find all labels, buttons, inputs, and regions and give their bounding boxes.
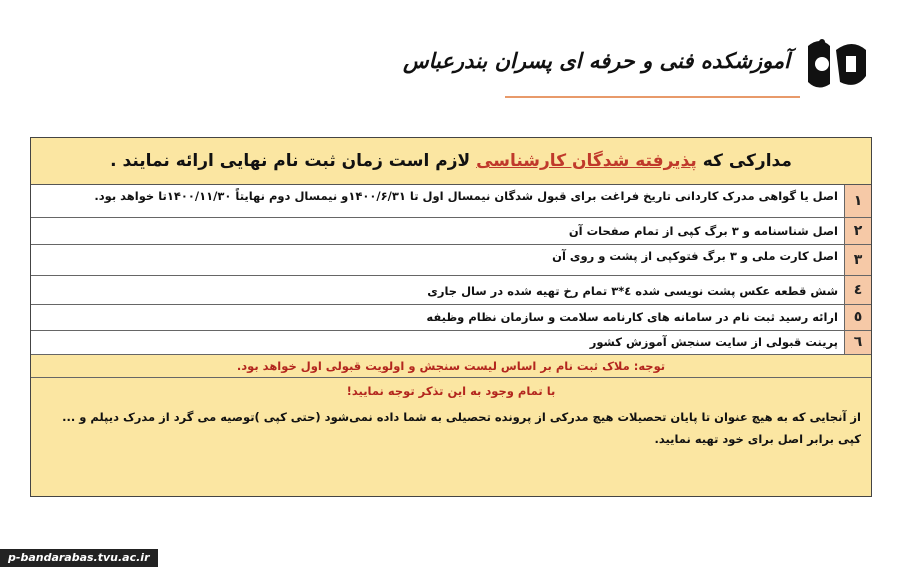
- item-text: ارائه رسید ثبت نام در سامانه های کارنامه سلامت و سازمان نظام وظیفه: [31, 304, 845, 330]
- item-number: ٤: [845, 275, 872, 304]
- document-title: [31, 138, 871, 185]
- header-divider: [505, 96, 800, 98]
- table-row: [31, 244, 871, 275]
- item-text: اصل کارت ملی و ۳ برگ فتوکپی از پشت و روی آن: [31, 244, 845, 275]
- title-highlight: پذیرفته شدگان کارشناسی: [476, 151, 697, 171]
- requirements-box: [30, 137, 872, 497]
- table-row: [31, 330, 871, 354]
- table-row: [31, 185, 871, 217]
- title-pre: مدارکی که: [702, 151, 792, 171]
- item-number: ٥: [845, 304, 872, 330]
- requirements-table: [31, 185, 871, 355]
- item-text: پرینت قبولی از سایت سنجش آموزش کشور: [31, 330, 845, 354]
- institution-name: آموزشکده فنی و حرفه ای پسران بندرعباس: [403, 48, 790, 73]
- item-text: اصل یا گواهی مدرک کاردانی تاریخ فراغت برای قبول شدگان نیمسال اول تا ۱۴۰۰/۶/۳۱و نیمسال دوم نهایتاً ۱۴۰۰/۱۱/۳۰تا خواهد بود.: [31, 185, 845, 217]
- note-ranking: توجه: ملاک ثبت نام بر اساس لیست سنجش و اولویت قبولی اول خواهد بود.: [31, 355, 871, 378]
- table-row: [31, 304, 871, 330]
- item-number: ۲: [845, 217, 872, 244]
- item-number: ۳: [845, 244, 872, 275]
- note-copy-advice: از آنجایی که به هیچ عنوان تا پایان تحصیلات هیچ مدرکی از پرونده تحصیلی به شما داده نمی‌شود (حتی کپی )توصیه می گرد از مدرک دیپلم و ... کپی برابر اصل برای خود تهیه نمایید.: [62, 409, 861, 446]
- site-url-badge[interactable]: p-bandarabas.tvu.ac.ir: [0, 549, 158, 567]
- table-row: [31, 275, 871, 304]
- note-warning-heading: با تمام وجود به این تذکر توجه نمایید!: [346, 383, 556, 398]
- header: [403, 30, 870, 110]
- title-post: لازم است زمان ثبت نام نهایی ارائه نمایند .: [110, 151, 471, 171]
- table-row: [31, 217, 871, 244]
- item-number: ۱: [845, 185, 872, 217]
- item-text: اصل شناسنامه و ۳ برگ کپی از تمام صفحات آن: [31, 217, 845, 244]
- item-number: ٦: [845, 330, 872, 354]
- institution-logo-icon: [800, 36, 870, 94]
- item-text: شش قطعه عکس پشت نویسی شده ٤*۳ تمام رخ تهیه شده در سال جاری: [31, 275, 845, 304]
